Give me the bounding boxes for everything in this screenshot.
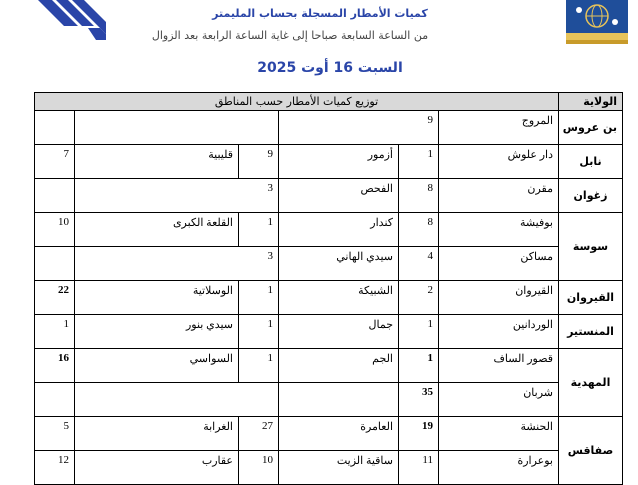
table-row bbox=[35, 417, 623, 451]
station-cell: أزمور bbox=[279, 145, 399, 179]
value-cell: 1 bbox=[239, 281, 279, 315]
value-cell: 5 bbox=[35, 417, 75, 451]
station-cell: بوفيشة bbox=[439, 213, 559, 247]
station-cell bbox=[279, 111, 399, 145]
value-cell: 1 bbox=[399, 349, 439, 383]
value-cell: 7 bbox=[35, 145, 75, 179]
station-cell: دار علوش bbox=[439, 145, 559, 179]
station-cell: القلعة الكبرى bbox=[75, 213, 239, 247]
station-cell: ساقية الزيت bbox=[279, 451, 399, 485]
station-cell: السواسي bbox=[75, 349, 239, 383]
value-cell: 1 bbox=[239, 349, 279, 383]
station-cell: قصور الساف bbox=[439, 349, 559, 383]
value-cell: 16 bbox=[35, 349, 75, 383]
station-cell: كندار bbox=[279, 213, 399, 247]
station-cell: مقرن bbox=[439, 179, 559, 213]
report-date: السبت 16 أوت 2025 bbox=[257, 60, 403, 76]
value-cell: 27 bbox=[239, 417, 279, 451]
value-cell: 3 bbox=[239, 247, 279, 281]
value-cell: 35 bbox=[399, 383, 439, 417]
value-cell: 9 bbox=[399, 111, 439, 145]
table-row bbox=[35, 451, 623, 485]
header-distribution: توزيع كميات الأمطار حسب المناطق bbox=[35, 93, 559, 111]
station-cell: شربان bbox=[439, 383, 559, 417]
table-row bbox=[35, 281, 623, 315]
station-cell: الفحص bbox=[279, 179, 399, 213]
station-cell: قليبية bbox=[75, 145, 239, 179]
station-cell: الوردانين bbox=[439, 315, 559, 349]
station-cell: الحنشة bbox=[439, 417, 559, 451]
value-cell bbox=[35, 247, 75, 281]
station-cell: الغرابة bbox=[75, 417, 239, 451]
station-cell: القيروان bbox=[439, 281, 559, 315]
value-cell: 3 bbox=[239, 179, 279, 213]
station-cell: الشبيكة bbox=[279, 281, 399, 315]
table-row bbox=[35, 315, 623, 349]
logo-caption-band bbox=[566, 33, 628, 40]
value-cell bbox=[239, 111, 279, 145]
globe-icon bbox=[566, 0, 628, 33]
station-cell bbox=[75, 111, 239, 145]
governorate-cell: القيروان bbox=[559, 281, 623, 315]
institute-logo-icon bbox=[566, 0, 628, 44]
table-row bbox=[35, 213, 623, 247]
value-cell: 8 bbox=[399, 179, 439, 213]
station-cell bbox=[75, 383, 239, 417]
governorate-cell: المنستير bbox=[559, 315, 623, 349]
value-cell: 12 bbox=[35, 451, 75, 485]
station-cell: عقارب bbox=[75, 451, 239, 485]
governorate-cell: المهدية bbox=[559, 349, 623, 417]
table-header-row bbox=[35, 93, 623, 111]
value-cell: 2 bbox=[399, 281, 439, 315]
station-cell bbox=[75, 179, 239, 213]
rainfall-table bbox=[34, 92, 623, 485]
table-row bbox=[35, 179, 623, 213]
value-cell bbox=[35, 111, 75, 145]
governorate-cell: صفاقس bbox=[559, 417, 623, 485]
value-cell: 1 bbox=[239, 315, 279, 349]
value-cell: 4 bbox=[399, 247, 439, 281]
page-header bbox=[0, 0, 638, 58]
governorate-cell: نابل bbox=[559, 145, 623, 179]
station-cell: جمال bbox=[279, 315, 399, 349]
value-cell: 8 bbox=[399, 213, 439, 247]
governorate-cell: سوسة bbox=[559, 213, 623, 281]
table-row bbox=[35, 145, 623, 179]
table-row bbox=[35, 383, 623, 417]
station-cell: المروج bbox=[439, 111, 559, 145]
governorate-cell: بن عروس bbox=[559, 111, 623, 145]
report-title: كميات الأمطار المسجلة بحساب المليمتر bbox=[212, 7, 428, 20]
value-cell: 11 bbox=[399, 451, 439, 485]
value-cell: 1 bbox=[239, 213, 279, 247]
station-cell: سيدي الهاني bbox=[279, 247, 399, 281]
station-cell: بوعرارة bbox=[439, 451, 559, 485]
table-row bbox=[35, 111, 623, 145]
value-cell: 10 bbox=[239, 451, 279, 485]
value-cell bbox=[35, 383, 75, 417]
table-row bbox=[35, 247, 623, 281]
report-period: من الساعة السابعة صباحا إلى غاية الساعة الرابعة بعد الزوال bbox=[151, 29, 429, 42]
header-governorate: الولاية bbox=[559, 93, 623, 111]
value-cell: 1 bbox=[399, 315, 439, 349]
station-cell: العامرة bbox=[279, 417, 399, 451]
station-cell: الجم bbox=[279, 349, 399, 383]
value-cell: 19 bbox=[399, 417, 439, 451]
value-cell: 10 bbox=[35, 213, 75, 247]
station-cell bbox=[279, 383, 399, 417]
value-cell: 1 bbox=[399, 145, 439, 179]
station-cell: مساكن bbox=[439, 247, 559, 281]
value-cell: 1 bbox=[35, 315, 75, 349]
table-row bbox=[35, 349, 623, 383]
value-cell: 22 bbox=[35, 281, 75, 315]
station-cell bbox=[75, 247, 239, 281]
station-cell: الوسلاتية bbox=[75, 281, 239, 315]
station-cell: سيدي بنور bbox=[75, 315, 239, 349]
value-cell bbox=[239, 383, 279, 417]
value-cell: 9 bbox=[239, 145, 279, 179]
governorate-cell: زغوان bbox=[559, 179, 623, 213]
value-cell bbox=[35, 179, 75, 213]
